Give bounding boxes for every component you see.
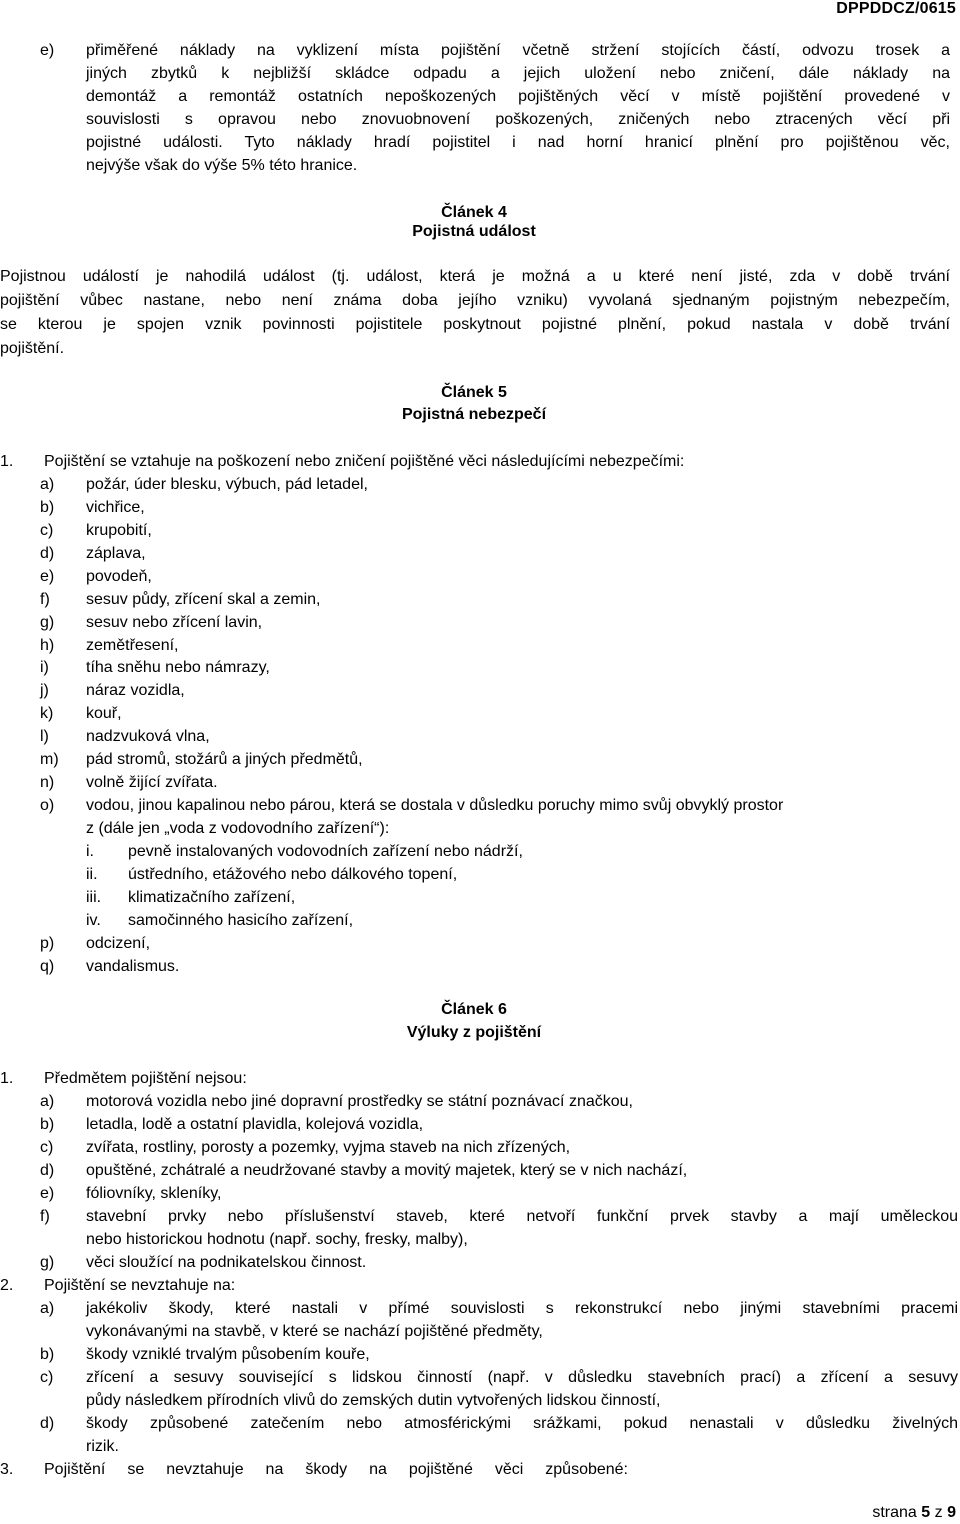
- sublist-item: samočinného hasicího zařízení,: [128, 912, 354, 929]
- list-item: nebo historickou hodnotu (např. sochy, fresky, malby),: [86, 1231, 468, 1248]
- list-label: a): [40, 476, 55, 493]
- paragraph-text: Předmětem pojištění nejsou:: [44, 1070, 247, 1087]
- list-item: odcizení,: [86, 935, 151, 952]
- list-label: e): [40, 1185, 55, 1202]
- article-number: Článek 4: [441, 204, 507, 221]
- list-item: pád stromů, stožárů a jiných předmětů,: [86, 751, 363, 768]
- list-item: sesuv nebo zřícení lavin,: [86, 614, 263, 631]
- item-label: e): [40, 42, 55, 59]
- list-label: c): [40, 1139, 54, 1156]
- list-label: m): [40, 751, 59, 768]
- article-number: Článek 6: [441, 1001, 507, 1018]
- list-item: záplava,: [86, 545, 146, 562]
- list-label: h): [40, 637, 55, 654]
- list-item: stavební prvky nebo příslušenství staveb, které netvoří funkční prvek stavby a mají uměleckou: [86, 1208, 958, 1225]
- item-line: přiměřené náklady na vyklizení místa pojištění včetně stržení stojících částí, odvozu trosek a: [86, 42, 950, 59]
- list-label: d): [40, 545, 55, 562]
- sublist-label: i.: [86, 843, 94, 860]
- list-label: p): [40, 935, 55, 952]
- list-item: letadla, lodě a ostatní plavidla, kolejová vozidla,: [86, 1116, 424, 1133]
- page-number: [872, 1504, 956, 1522]
- article-title: Pojistná nebezpečí: [401, 406, 547, 423]
- list-label: b): [40, 1116, 55, 1133]
- list-item: kouř,: [86, 705, 122, 722]
- item-line: souvislosti s opravou nebo znovuobnovení poškozených, zničených nebo ztracených věcí při: [86, 111, 950, 128]
- item-line: pojistné události. Tyto náklady hradí pojistitel i nad horní hranicí plnění pro pojištěnou věc,: [86, 134, 950, 151]
- list-label: f): [40, 591, 50, 608]
- list-item: motorová vozidla nebo jiné dopravní prostředky se státní poznávací značkou,: [86, 1093, 633, 1110]
- list-label: d): [40, 1415, 55, 1432]
- list-item: vichřice,: [86, 499, 145, 516]
- list-item: zřícení a sesuvy související s lidskou činností (např. v důsledku stavebních prací) a zřícení a sesuvy: [86, 1369, 958, 1386]
- list-label: b): [40, 1346, 55, 1363]
- list-label: e): [40, 568, 55, 585]
- list-item: vykonávanými na stavbě, v které se nachází pojištěné předměty,: [86, 1323, 543, 1340]
- list-item: tíha sněhu nebo námrazy,: [86, 659, 270, 676]
- total-pages: 9: [947, 1504, 956, 1521]
- list-item: zemětřesení,: [86, 637, 179, 654]
- sublist-item: pevně instalovaných vodovodních zařízení nebo nádrží,: [128, 843, 523, 860]
- list-item: povodeň,: [86, 568, 152, 585]
- list-item: vodou, jinou kapalinou nebo párou, která se dostala v důsledku poruchy mimo svůj obvyklý prostor: [86, 797, 784, 814]
- list-item: půdy následkem přírodních vlivů do zemských dutin vytvořených lidskou činností,: [86, 1392, 661, 1409]
- list-item: zvířata, rostliny, porosty a pozemky, vyjma staveb na nich zřízených,: [86, 1139, 571, 1156]
- list-item: věci sloužící na podnikatelskou činnost.: [86, 1254, 367, 1271]
- list-label: f): [40, 1208, 50, 1225]
- list-item: krupobití,: [86, 522, 152, 539]
- list-label: i): [40, 659, 49, 676]
- paragraph-text: Pojištění se nevztahuje na:: [44, 1277, 236, 1294]
- paragraph-number: 1.: [0, 1070, 14, 1087]
- paragraph-number: 1.: [0, 453, 14, 470]
- paragraph-line: pojištění vůbec nastane, nebo není známa doba jejího vzniku) vyvolaná sjednaným pojistným nebezpečím,: [0, 292, 950, 309]
- list-item: z (dále jen „voda z vodovodního zařízení“):: [86, 820, 390, 837]
- list-label: j): [40, 682, 49, 699]
- list-item: opuštěné, zchátralé a neudržované stavby a movitý majetek, který se v nich nachází,: [86, 1162, 688, 1179]
- list-label: a): [40, 1093, 55, 1110]
- list-label: a): [40, 1300, 55, 1317]
- article-title: Pojistná událost: [412, 223, 536, 240]
- list-label: q): [40, 958, 55, 975]
- sublist-item: klimatizačního zařízení,: [128, 889, 296, 906]
- document-code: DPPDDCZ/0615: [836, 0, 956, 17]
- list-item: rizik.: [86, 1438, 119, 1455]
- list-label: g): [40, 1254, 55, 1271]
- list-item: fóliovníky, skleníky,: [86, 1185, 222, 1202]
- list-label: b): [40, 499, 55, 516]
- sublist-item: ústředního, etážového nebo dálkového topení,: [128, 866, 458, 883]
- page-prefix: strana: [872, 1504, 917, 1521]
- item-line: jiných zbytků k nejbližší skládce odpadu a jejich uložení nebo zničení, dále náklady na: [86, 65, 950, 82]
- list-label: g): [40, 614, 55, 631]
- list-item: škody způsobené zatečením nebo atmosférickými srážkami, pokud nenastali v důsledku živelných: [86, 1415, 958, 1432]
- paragraph-text: Pojištění se nevztahuje na škody na pojištěné věci způsobené:: [44, 1461, 628, 1478]
- list-item: volně žijící zvířata.: [86, 774, 218, 791]
- article-number: Článek 5: [441, 384, 507, 401]
- list-label: d): [40, 1162, 55, 1179]
- list-item: jakékoliv škody, které nastali v přímé souvislosti s rekonstrukcí nebo jinými stavebními pracemi: [86, 1300, 958, 1317]
- item-line: nejvýše však do výše 5% této hranice.: [86, 157, 358, 174]
- paragraph-number: 3.: [0, 1461, 14, 1478]
- sublist-label: ii.: [86, 866, 98, 883]
- list-label: o): [40, 797, 55, 814]
- list-label: c): [40, 1369, 54, 1386]
- paragraph-text: Pojištění se vztahuje na poškození nebo zničení pojištěné věci následujícími nebezpečími:: [44, 453, 685, 470]
- current-page: 5: [921, 1504, 931, 1521]
- list-item: náraz vozidla,: [86, 682, 185, 699]
- paragraph-line: Pojistnou událostí je nahodilá událost (tj. událost, která je možná a u které není jisté, zda v době trvání: [0, 268, 950, 285]
- list-label: l): [40, 728, 49, 745]
- paragraph-line: pojištění.: [0, 340, 65, 357]
- list-item: požár, úder blesku, výbuch, pád letadel,: [86, 476, 368, 493]
- list-item: nadzvuková vlna,: [86, 728, 210, 745]
- article-title: Výluky z pojištění: [406, 1024, 542, 1041]
- page-of: z: [934, 1504, 943, 1521]
- sublist-label: iv.: [86, 912, 101, 929]
- sublist-label: iii.: [86, 889, 102, 906]
- paragraph-number: 2.: [0, 1277, 14, 1294]
- list-item: sesuv půdy, zřícení skal a zemin,: [86, 591, 321, 608]
- item-line: demontáž a remontáž ostatních nepoškozených pojištěných věcí v místě pojištění provedené v: [86, 88, 950, 105]
- paragraph-line: se kterou je spojen vznik povinnosti pojistitele poskytnout pojistné plnění, pokud nastala v době trvání: [0, 316, 950, 333]
- list-label: n): [40, 774, 55, 791]
- list-label: c): [40, 522, 54, 539]
- list-label: k): [40, 705, 54, 722]
- list-item: škody vzniklé trvalým působením kouře,: [86, 1346, 370, 1363]
- list-item: vandalismus.: [86, 958, 180, 975]
